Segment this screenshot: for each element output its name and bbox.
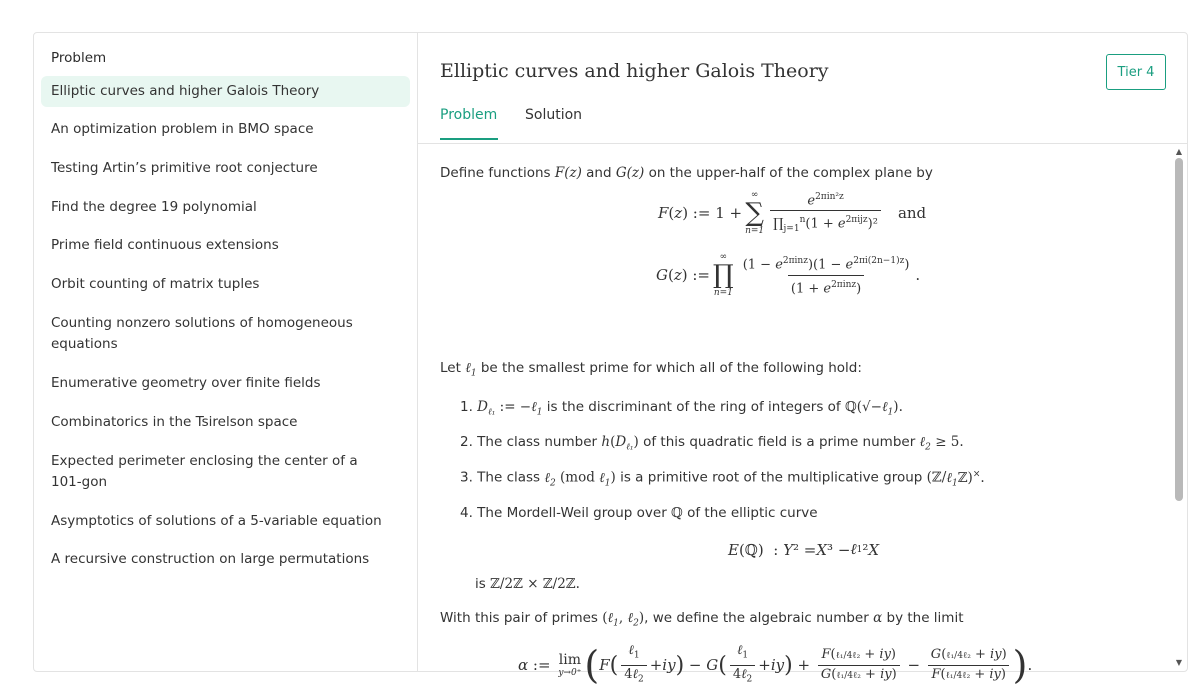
condition-4: 4. The Mordell-Weil group over ℚ of the elliptic curve	[460, 505, 818, 521]
active-tab-indicator	[440, 138, 498, 140]
sidebar-item-tsirelson-space[interactable]	[41, 412, 410, 433]
sidebar-item-label: A recursive construction on large permutations	[51, 551, 370, 567]
problem-panel	[33, 32, 1188, 688]
content-scrollbar[interactable]	[1173, 144, 1185, 671]
scrollbar-thumb[interactable]	[1175, 158, 1183, 501]
alpha-limit-equation: α := lim y→0⁺ ( F ( $\frac{\ell_1}{4\ell_2}$ + iy ) − G ( $\frac{\ell_1}{4\ell_2}$ + iy ) + $\frac{\text{F(ℓ₁/4ℓ₂ + iy)}}{\text{G(ℓ₁/4ℓ₂ + iy)}}$ − $\frac{\text{G(ℓ₁/4ℓ₂ + iy)}}{\text{F(ℓ₁/4ℓ₂ + iy)}}$ ) .	[518, 643, 1033, 688]
tier-badge[interactable]: Tier 4	[1106, 54, 1166, 90]
sidebar-item-label: Combinatorics in the Tsirelson space	[51, 414, 298, 430]
sidebar-item-label: Asymptotics of solutions of a 5-variable equation	[51, 513, 382, 529]
sidebar-item-expected-perimeter[interactable]	[41, 451, 391, 493]
sidebar-item-label: Prime field continuous extensions	[51, 237, 279, 253]
limit-paragraph: With this pair of primes (ℓ$_1$, ℓ$_2$), we define the algebraic number α by the limit	[440, 610, 964, 629]
elliptic-curve-equation: E (ℚ) : Y ² = X ³ − ℓ 1 ² X	[728, 540, 880, 559]
sidebar-item-label: Elliptic curves and higher Galois Theory	[51, 83, 320, 99]
sidebar-heading: Problem	[51, 50, 107, 66]
sidebar-item-label: Testing Artin’s primitive root conjecture	[51, 160, 318, 176]
scroll-up-arrow-icon[interactable]: ▲	[1175, 147, 1183, 156]
sidebar-item-label: An optimization problem in BMO space	[51, 121, 314, 137]
equation-g: G ( z ) := ∞ ∏ n=1 $\frac{(1 - e^{2\pi inz})(1 - e^{2\pi i(2n-1)z})}{(1 + e^{2\pi inz})}$ .	[656, 252, 921, 298]
intro-paragraph: Define functions F(z) and G(z) on the upper-half of the complex plane by	[440, 165, 933, 181]
sidebar-item-artin-conjecture[interactable]	[41, 158, 410, 179]
condition-2: 2. The class number $h(D_{\ell_1})$ of this quadratic field is a prime number ℓ$_2$ ≥ 5.	[460, 434, 964, 453]
sidebar-item-elliptic-curves[interactable]	[41, 76, 410, 107]
sidebar-item-label: Enumerative geometry over finite fields	[51, 375, 321, 391]
sidebar-item-degree-19[interactable]	[41, 197, 410, 218]
main-pane	[418, 33, 1187, 688]
sidebar-item-label: Orbit counting of matrix tuples	[51, 276, 260, 292]
sidebar-item-enumerative-geometry[interactable]	[41, 373, 410, 394]
sidebar-item-orbit-counting[interactable]	[41, 274, 410, 295]
sidebar-item-recursive-construction[interactable]	[41, 549, 410, 570]
sidebar-item-asymptotics[interactable]	[41, 511, 410, 532]
mordell-weil-group: is ℤ/2ℤ × ℤ/2ℤ.	[475, 576, 580, 592]
sidebar	[34, 33, 418, 671]
page-title: Elliptic curves and higher Galois Theory	[440, 60, 829, 82]
sidebar-item-label: Counting nonzero solutions of homogeneous equations	[51, 315, 353, 352]
sidebar-item-bmo-space[interactable]	[41, 119, 410, 140]
condition-1: 1. $D_{\ell_1}$ := −ℓ$_1$ is the discriminant of the ring of integers of ℚ(√−ℓ$_1$).	[460, 399, 903, 418]
sidebar-item-label: Expected perimeter enclosing the center of a 101-gon	[51, 453, 358, 490]
let-paragraph: Let ℓ$_1$ be the smallest prime for which all of the following hold:	[440, 360, 862, 379]
equation-and: and	[897, 204, 927, 223]
condition-3: 3. The class ℓ$_2$ (mod ℓ$_1$) is a primitive root of the multiplicative group (ℤ/ℓ$_1$ℤ)×.	[460, 469, 985, 489]
tab-problem[interactable]: Problem	[440, 107, 498, 123]
tab-solution[interactable]: Solution	[525, 107, 583, 123]
sidebar-item-nonzero-solutions[interactable]	[41, 313, 381, 355]
sidebar-item-prime-field[interactable]	[41, 235, 410, 256]
sidebar-item-label: Find the degree 19 polynomial	[51, 199, 257, 215]
scroll-down-arrow-icon[interactable]: ▼	[1175, 658, 1183, 667]
problem-content	[418, 144, 1169, 688]
equation-f: F ( z ) := 1 + ∞ ∑ n=1 $\frac{e^{2\pi in^2z}}{\prod_{j=1}^n(1 + e^{2\pi ijz})^2}$ and	[658, 188, 926, 238]
